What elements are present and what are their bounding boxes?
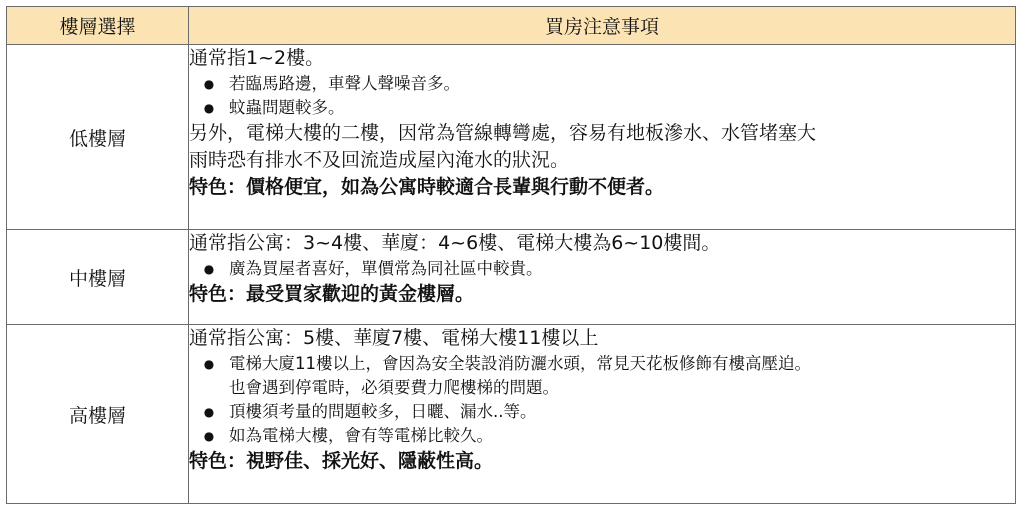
list-item bbox=[189, 96, 1015, 120]
list-item bbox=[189, 257, 1015, 281]
table-header-row bbox=[7, 7, 1016, 45]
high-bullet-1-continuation: 也會遇到停電時，必須要費力爬樓梯的問題。 bbox=[229, 378, 559, 397]
high-bullet-2: 頂樓須考量的問題較多，日曬、漏水..等。 bbox=[229, 402, 537, 421]
floor-label-low: 低樓層 bbox=[7, 45, 189, 230]
table-row-high-floor bbox=[7, 325, 1016, 504]
header-floor-selection: 樓層選擇 bbox=[7, 7, 189, 45]
floor-selection-table bbox=[6, 6, 1016, 504]
list-item bbox=[189, 424, 1015, 448]
bullet-icon: ● bbox=[203, 262, 215, 276]
bullet-icon: ● bbox=[203, 357, 215, 371]
list-item bbox=[189, 352, 1015, 376]
high-bullet-3: 如為電梯大樓，會有等電梯比較久。 bbox=[229, 426, 493, 445]
low-intro: 通常指1~2樓。 bbox=[189, 47, 325, 69]
high-bullet-1: 電梯大廈11樓以上，會因為安全裝設消防灑水頭，常見天花板修飾有樓高壓迫。 bbox=[229, 354, 811, 373]
notes-cell-middle bbox=[189, 230, 1016, 325]
list-item bbox=[189, 400, 1015, 424]
middle-feature: 特色：最受買家歡迎的黃金樓層。 bbox=[189, 283, 475, 305]
list-item-continuation bbox=[189, 376, 1015, 400]
notes-cell-low bbox=[189, 45, 1016, 230]
table-row-low-floor bbox=[7, 45, 1016, 230]
middle-bullet-1: 廣為買屋者喜好，單價常為同社區中較貴。 bbox=[229, 259, 543, 278]
bullet-icon: ● bbox=[203, 77, 215, 91]
low-bullet-1: 若臨馬路邊，車聲人聲噪音多。 bbox=[229, 74, 460, 93]
low-extra-line-1: 另外，電梯大樓的二樓，因常為管線轉彎處，容易有地板滲水、水管堵塞大 bbox=[189, 122, 817, 144]
notes-cell-high bbox=[189, 325, 1016, 504]
low-bullet-2: 蚊蟲問題較多。 bbox=[229, 98, 345, 117]
bullet-icon: ● bbox=[203, 429, 215, 443]
high-intro: 通常指公寓：5樓、華廈7樓、電梯大樓11樓以上 bbox=[189, 327, 599, 349]
bullet-icon: ● bbox=[203, 101, 215, 115]
header-purchase-notes: 買房注意事項 bbox=[189, 7, 1016, 45]
table-row-middle-floor bbox=[7, 230, 1016, 325]
list-item bbox=[189, 72, 1015, 96]
middle-intro: 通常指公寓：3~4樓、華廈：4~6樓、電梯大樓為6~10樓間。 bbox=[189, 232, 721, 254]
low-feature: 特色：價格便宜，如為公寓時較適合長輩與行動不便者。 bbox=[189, 176, 665, 198]
low-extra-line-2: 雨時恐有排水不及回流造成屋內淹水的狀況。 bbox=[189, 149, 570, 171]
bullet-icon: ● bbox=[203, 405, 215, 419]
high-feature: 特色：視野佳、採光好、隱蔽性高。 bbox=[189, 450, 494, 472]
floor-label-middle: 中樓層 bbox=[7, 230, 189, 325]
floor-label-high: 高樓層 bbox=[7, 325, 189, 504]
